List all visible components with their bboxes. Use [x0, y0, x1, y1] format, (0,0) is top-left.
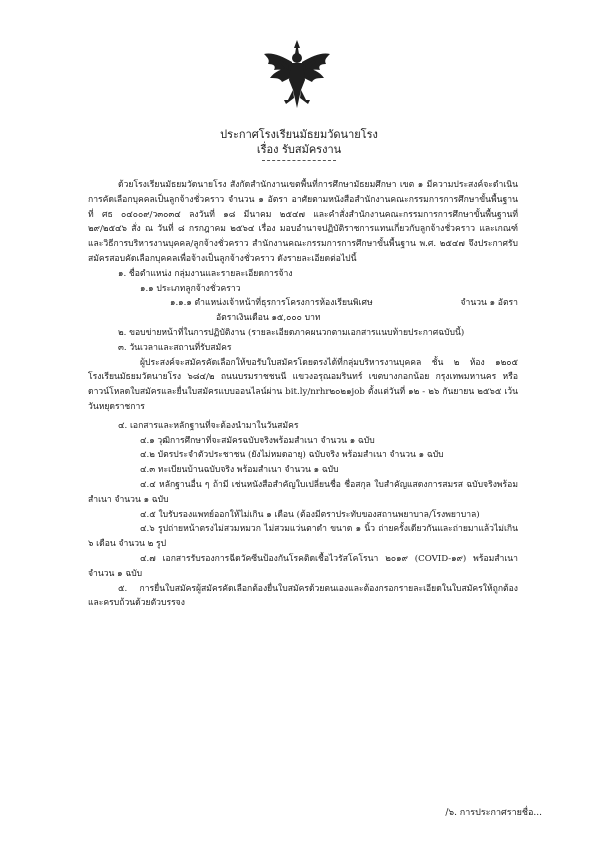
section-4-heading: ๔. เอกสารและหลักฐานที่จะต้องนำมาในวันสมัคร — [118, 420, 299, 431]
section-1-1: ๑.๑ ประเภทลูกจ้างชั่วคราว — [140, 283, 241, 294]
garuda-emblem-icon — [262, 38, 332, 110]
section-4-7: ๔.๗ เอกสารรับรองการฉีดวัคซีนป้องกันโรคติดเชื้อไวรัสโคโรนา ๒๐๑๙ (COVID-๑๙) พร้อมสำเนา จำนวน ๑ ฉบับ — [88, 553, 518, 579]
section-4-4: ๔.๔ หลักฐานอื่น ๆ ถ้ามี เช่นหนังสือสำคัญใบเปลี่ยนชื่อ ชื่อสกุล ใบสำคัญแสดงการสมรส ฉบับจริงพร้อมสำเนา จำนวน ๑ ฉบับ — [88, 479, 518, 505]
position-row — [88, 296, 518, 311]
section-2-heading: ๒. ขอบข่ายหน้าที่ในการปฏิบัติงาน (รายละเอียดภาคผนวกตามเอกสารแนบท้ายประกาศฉบับนี้) — [118, 327, 465, 338]
section-3-heading: ๓. วันเวลาและสถานที่รับสมัคร — [118, 342, 232, 353]
section-4-6: ๔.๖ รูปถ่ายหน้าตรงไม่สวมหมวก ไม่สวมแว่นตาดำ ขนาด ๑ นิ้ว ถ่ายครั้งเดียวกันและถ่ายมาแล้วไม่เกิน ๖ เดือน จำนวน ๒ รูป — [88, 524, 518, 550]
position-salary: อัตราเงินเดือน ๑๕,๐๐๐ บาท — [216, 313, 321, 324]
announcement-body — [88, 178, 518, 611]
section-3-text: ผู้ประสงค์จะสมัครคัดเลือกให้ขอรับใบสมัครโดยตรงได้ที่กลุ่มบริหารงานบุคคล ชั้น ๒ ห้อง ๑๒๐๕ โรงเรียนมัธยมวัดนายโรง ๖๘๔/๒ ถนนบรมราชชนนี แขวงอรุณอมรินทร์ เขตบางกอกน้อย กรุงเทพมหานคร หรือ ดาวน์โหลดใบสมัครและยื่นใบสมัครแบบออนไลน์ผ่าน bit.ly/nrhr๒๐๒๑job ตั้งแต่วันที่ ๑๒ - ๒๖ กันยายน ๒๕๖๕ เว้นวันหยุดราชการ — [88, 357, 518, 412]
continuation-note: /๖. การประกาศรายชื่อ... — [445, 808, 542, 818]
intro-paragraph: ด้วยโรงเรียนมัธยมวัดนายโรง สังกัดสำนักงานเขตพื้นที่การศึกษามัธยมศึกษา เขต ๑ มีความประสงค์จะดำเนินการคัดเลือกบุคคลเป็นลูกจ้างชั่วคราว จำนวน ๑ อัตรา อาศัยตามหนังสือสำนักงานคณะกรรมการการศึกษาขั้นพื้นฐานที่ ศธ ๐๔๐๐๙/ว๓๐๓๔ ลงวันที่ ๑๘ มีนาคม ๒๕๔๗ และคำสั่งสำนักงานคณะกรรมการการศึกษาขั้นพื้นฐานที่ ๒๙/๒๕๔๖ สั่ง ณ วันที่ ๘ กรกฎาคม ๒๕๖๔ เรื่อง มอบอำนาจปฏิบัติราชการแทนเกี่ยวกับลูกจ้างชั่วคราว และเกณฑ์และวิธีการบริหารงานบุคคล/ลูกจ้างชั่วคราว สำนักงานคณะกรรมการการศึกษาขั้นพื้นฐาน พ.ศ. ๒๕๔๗ จึงประกาศรับสมัครสอบคัดเลือกบุคคลเพื่อจ้างเป็นลูกจ้างชั่วคราว ดังรายละเอียดต่อไปนี้ — [88, 180, 518, 264]
position-count: จำนวน ๑ อัตรา — [460, 298, 518, 309]
announcement-subject: เรื่อง รับสมัครงาน — [256, 143, 342, 156]
section-4-5: ๔.๕ ใบรับรองแพทย์ออกให้ไม่เกิน ๑ เดือน (ต้องมีตราประทับของสถานพยาบาล/โรงพยาบาล) — [140, 509, 480, 520]
section-4-3: ๔.๓ ทะเบียนบ้านฉบับจริง พร้อมสำเนา จำนวน ๑ ฉบับ — [140, 465, 339, 476]
section-4-2: ๔.๒ บัตรประจำตัวประชาชน (ยังไม่หมดอายุ) ฉบับจริง พร้อมสำเนา จำนวน ๑ ฉบับ — [140, 450, 444, 461]
announcement-title: ประกาศโรงเรียนมัธยมวัดนายโรง — [220, 128, 378, 141]
section-4-1: ๔.๑ วุฒิการศึกษาที่จะสมัครฉบับจริงพร้อมสำเนา จำนวน ๑ ฉบับ — [140, 435, 375, 446]
position-title: ๑.๑.๑ ตำแหน่งเจ้าหน้าที่ธุรการโครงการห้องเรียนพิเศษ — [170, 298, 373, 309]
section-1-heading: ๑. ชื่อตำแหน่ง กลุ่มงานและรายละเอียดการจ้าง — [118, 268, 293, 279]
title-divider — [262, 160, 336, 161]
section-5: ๕. การยื่นใบสมัครผู้สมัครคัดเลือกต้องยื่นใบสมัครด้วยตนเองและต้องกรอกรายละเอียดในใบสมัครให้ถูกต้องและครบถ้วนด้วยตัวบรรจง — [88, 583, 518, 609]
